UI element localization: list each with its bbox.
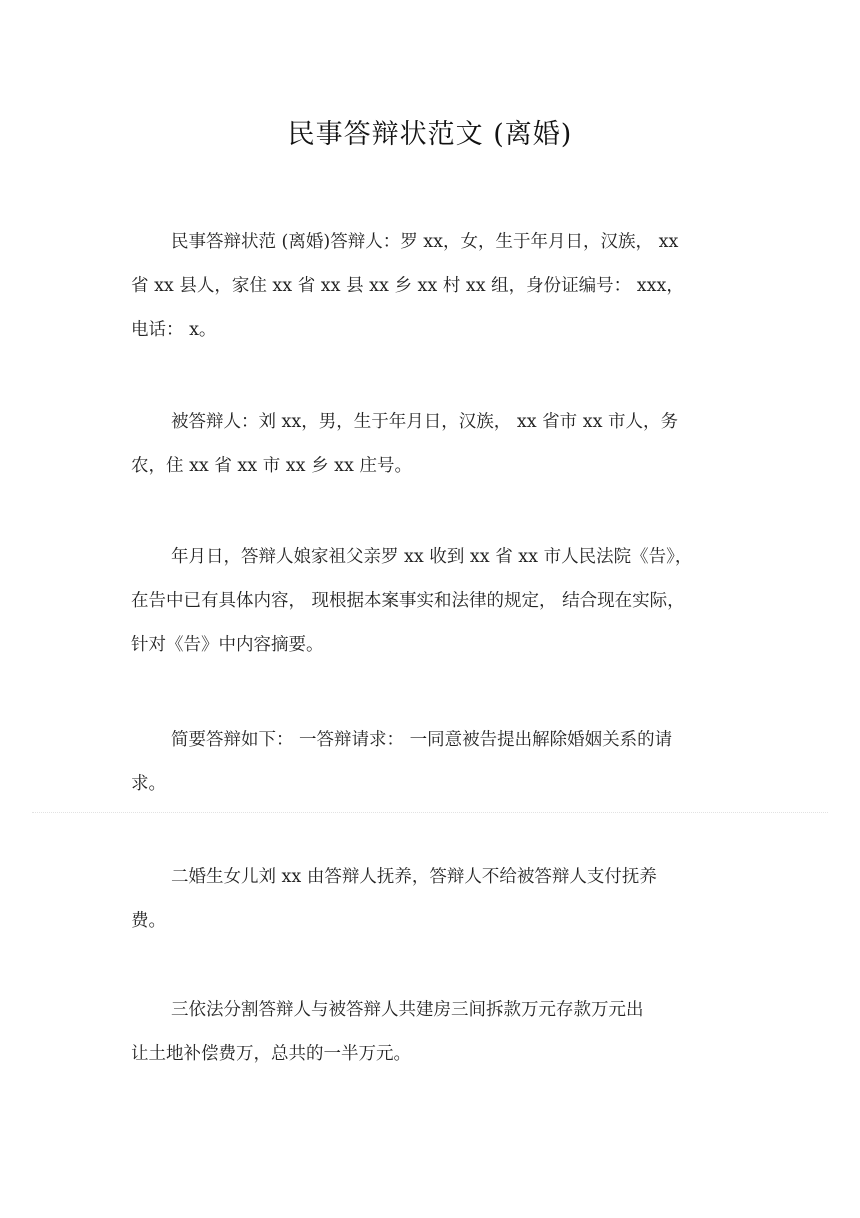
document-title: 民事答辩状范文 (离婚)	[287, 119, 573, 150]
paragraph-line: 求。	[131, 774, 166, 794]
paragraph-line: 针对《告》中内容摘要。	[131, 635, 324, 655]
paragraph-line: 农，住 xx 省 xx 市 xx 乡 xx 庄号。	[131, 456, 412, 476]
paragraph-line: 费。	[131, 911, 166, 931]
paragraph-line: 被答辩人：刘 xx，男，生于年月日，汉族， xx 省市 xx 市人，务	[171, 412, 679, 432]
paragraph-claim-3	[131, 988, 731, 1076]
paragraph-line: 在告中已有具体内容， 现根据本案事实和法律的规定， 结合现在实际，	[131, 591, 685, 611]
paragraph-line: 二婚生女儿刘 xx 由答辩人抚养，答辩人不给被答辩人支付抚养	[171, 867, 657, 887]
paragraph-defendant	[131, 400, 731, 488]
paragraph-respondent	[131, 220, 731, 352]
paragraph-claim-2	[131, 855, 731, 943]
paragraph-line: 省 xx 县人，家住 xx 省 xx 县 xx 乡 xx 村 xx 组，身份证编号： xxx，	[131, 276, 684, 296]
paragraph-line: 让土地补偿费万，总共的一半万元。	[131, 1044, 411, 1064]
paragraph-line: 电话： x。	[131, 320, 217, 340]
paragraph-line: 简要答辩如下： 一答辩请求： 一同意被告提出解除婚姻关系的请	[171, 730, 673, 750]
page-divider	[32, 812, 828, 813]
paragraph-line: 民事答辩状范 (离婚)答辩人：罗 xx，女，生于年月日，汉族， xx	[171, 232, 679, 252]
paragraph-line: 年月日，答辩人娘家祖父亲罗 xx 收到 xx 省 xx 市人民法院《告》，	[171, 547, 693, 567]
paragraph-line: 三依法分割答辩人与被答辩人共建房三间拆款万元存款万元出	[171, 1000, 644, 1020]
paragraph-background	[131, 535, 731, 667]
paragraph-claim-1	[131, 718, 731, 806]
